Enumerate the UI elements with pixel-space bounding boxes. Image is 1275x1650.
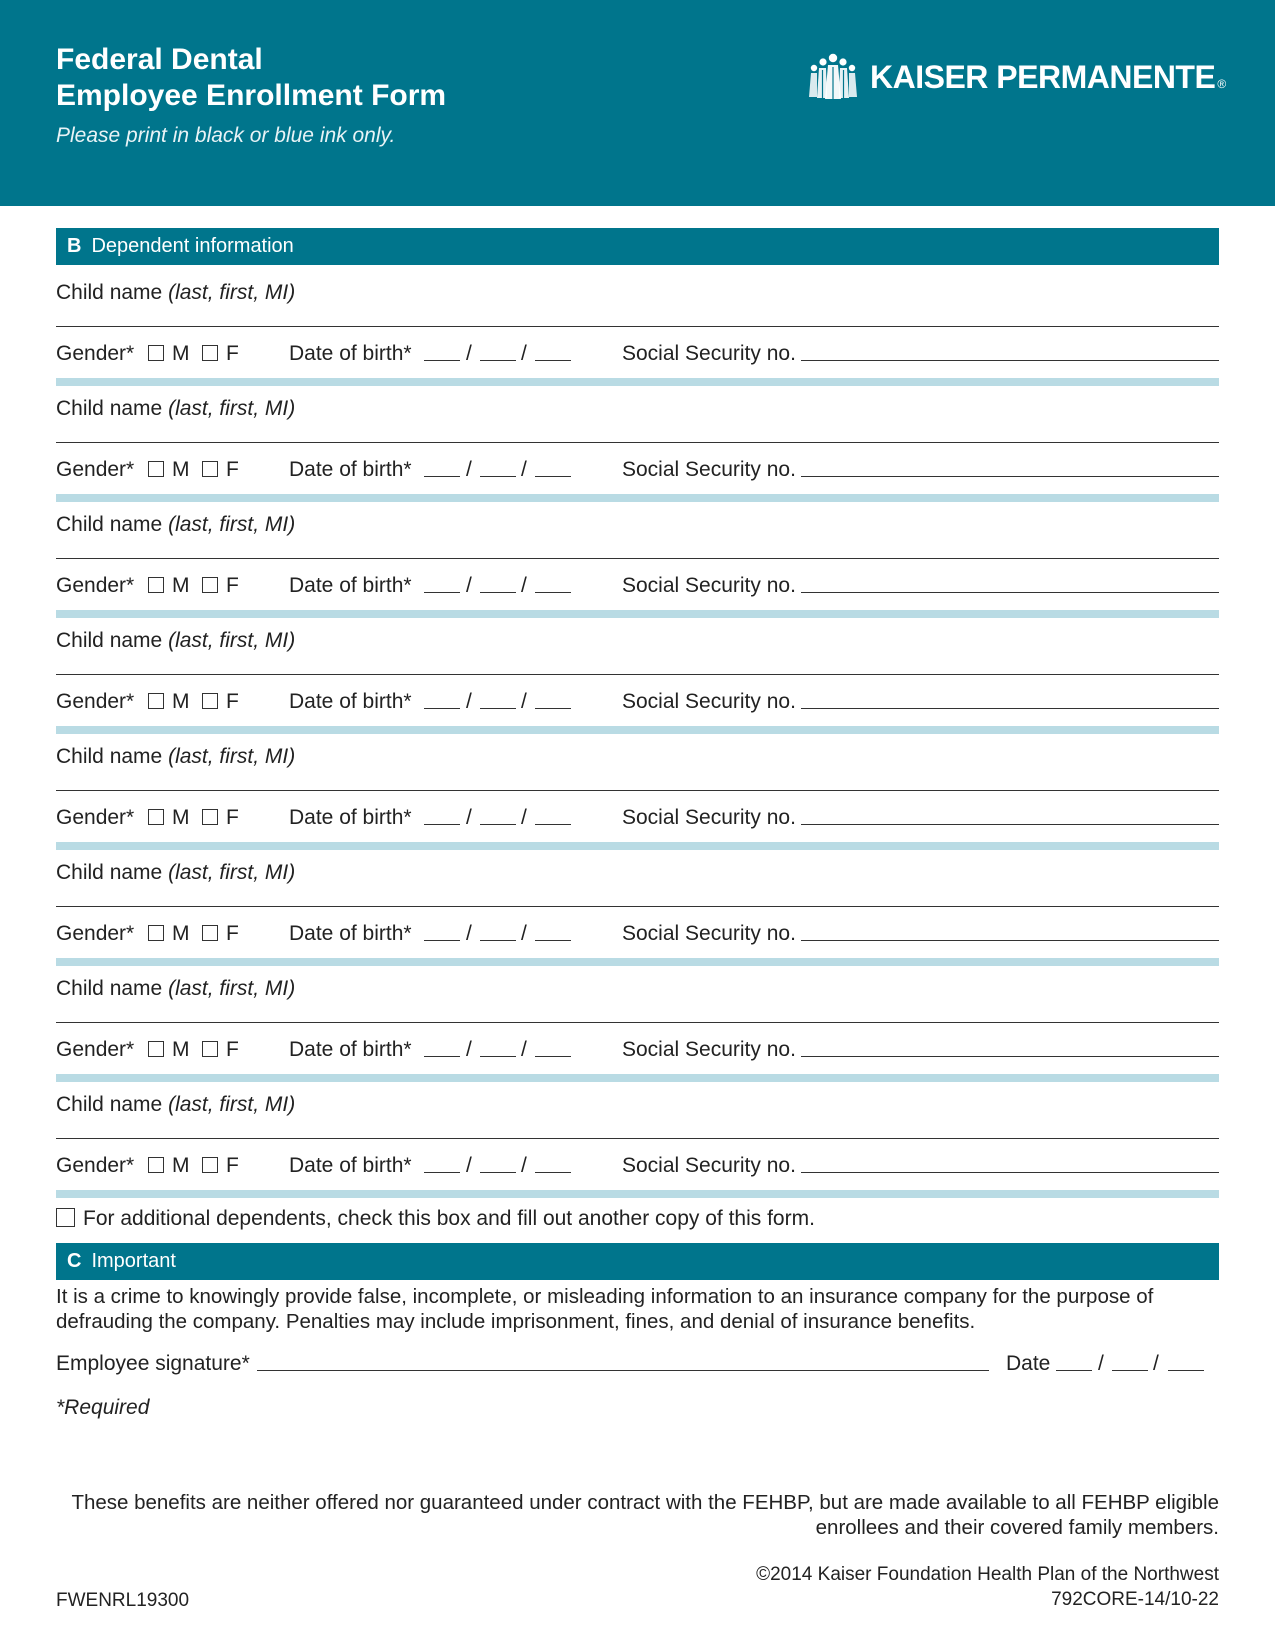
- child-name-label: [56, 629, 295, 653]
- gender-male-label: M: [172, 574, 190, 597]
- dependent-details: [56, 802, 1219, 836]
- child-name-text: Child name: [56, 629, 163, 652]
- section-b-letter: B: [67, 235, 82, 257]
- child-name-hint: (last, first, MI): [168, 861, 296, 884]
- row-separator: [56, 610, 1219, 618]
- child-name-text: Child name: [56, 281, 163, 304]
- gender-male-label: M: [172, 922, 190, 945]
- kaiser-people-icon: [808, 53, 858, 101]
- ssn-label: Social Security no.: [622, 690, 796, 713]
- dob-slash: /: [466, 342, 472, 365]
- form-title: [56, 42, 446, 114]
- dob-slash: /: [521, 1038, 527, 1061]
- dependent-row: [56, 966, 1219, 1082]
- gender-label: Gender*: [56, 458, 135, 481]
- child-name-label: [56, 861, 295, 885]
- dependent-details: [56, 918, 1219, 952]
- gender-female-checkbox[interactable]: [202, 1157, 218, 1173]
- gender-female-label: F: [226, 1038, 239, 1061]
- dob-slash: /: [521, 806, 527, 829]
- dob-year-field[interactable]: [535, 458, 571, 477]
- child-name-text: Child name: [56, 513, 163, 536]
- dob-label: Date of birth*: [289, 922, 412, 945]
- dob-label: Date of birth*: [289, 574, 412, 597]
- child-name-text: Child name: [56, 745, 163, 768]
- dob-day-field[interactable]: [480, 1154, 516, 1173]
- ssn-label: Social Security no.: [622, 1154, 796, 1177]
- dob-year-field[interactable]: [535, 690, 571, 709]
- ssn-field[interactable]: [801, 458, 1219, 477]
- gender-label: Gender*: [56, 1038, 135, 1061]
- gender-female-checkbox[interactable]: [202, 577, 218, 593]
- gender-label: Gender*: [56, 690, 135, 713]
- gender-female-checkbox[interactable]: [202, 345, 218, 361]
- ink-instruction: Please print in black or blue ink only.: [56, 124, 396, 147]
- dob-year-field[interactable]: [535, 1038, 571, 1057]
- dob-slash: /: [466, 458, 472, 481]
- child-name-hint: (last, first, MI): [168, 745, 296, 768]
- gender-label: Gender*: [56, 1154, 135, 1177]
- dependent-row: [56, 734, 1219, 850]
- dob-slash: /: [466, 1038, 472, 1061]
- child-name-field[interactable]: [56, 1022, 1219, 1023]
- dob-label: Date of birth*: [289, 1038, 412, 1061]
- gender-label: Gender*: [56, 806, 135, 829]
- dob-slash: /: [521, 922, 527, 945]
- dependent-row: [56, 1082, 1219, 1198]
- dob-day-field[interactable]: [480, 342, 516, 361]
- row-separator: [56, 958, 1219, 966]
- gender-male-checkbox[interactable]: [148, 1157, 164, 1173]
- gender-female-label: F: [226, 574, 239, 597]
- row-separator: [56, 494, 1219, 502]
- dob-month-field[interactable]: [424, 1038, 460, 1057]
- gender-male-checkbox[interactable]: [148, 345, 164, 361]
- gender-male-label: M: [172, 1154, 190, 1177]
- child-name-hint: (last, first, MI): [168, 629, 296, 652]
- dob-day-field[interactable]: [480, 574, 516, 593]
- dob-slash: /: [466, 574, 472, 597]
- fehbp-disclaimer: [56, 1490, 1219, 1540]
- section-c-header: [56, 1243, 1219, 1280]
- gender-female-checkbox[interactable]: [202, 809, 218, 825]
- gender-female-checkbox[interactable]: [202, 925, 218, 941]
- signature-date-label: Date: [1006, 1352, 1051, 1375]
- dob-slash: /: [466, 922, 472, 945]
- row-separator: [56, 1074, 1219, 1082]
- date-slash: /: [1153, 1352, 1159, 1375]
- dob-slash: /: [521, 574, 527, 597]
- child-name-label: [56, 745, 295, 769]
- dependent-row: [56, 502, 1219, 618]
- child-name-field[interactable]: [56, 906, 1219, 907]
- form-code-left: FWENRL19300: [56, 1590, 190, 1611]
- dob-label: Date of birth*: [289, 1154, 412, 1177]
- gender-label: Gender*: [56, 574, 135, 597]
- additional-dependents: [56, 1207, 815, 1231]
- child-name-label: [56, 281, 295, 305]
- child-name-label: [56, 1093, 295, 1117]
- dependent-row: [56, 618, 1219, 734]
- dob-month-field[interactable]: [424, 342, 460, 361]
- dob-label: Date of birth*: [289, 690, 412, 713]
- additional-dependents-label: For additional dependents, check this box and fill out another copy of this form.: [83, 1207, 815, 1230]
- section-b-header: [56, 228, 1219, 265]
- dob-label: Date of birth*: [289, 342, 412, 365]
- gender-female-checkbox[interactable]: [202, 461, 218, 477]
- dependent-row: [56, 850, 1219, 966]
- signature-row: [56, 1352, 1219, 1382]
- signature-date-month[interactable]: [1056, 1352, 1092, 1371]
- child-name-hint: (last, first, MI): [168, 977, 296, 1000]
- dob-month-field[interactable]: [424, 806, 460, 825]
- dob-slash: /: [466, 690, 472, 713]
- row-separator: [56, 726, 1219, 734]
- gender-male-checkbox[interactable]: [148, 925, 164, 941]
- child-name-text: Child name: [56, 977, 163, 1000]
- form-code-right: 792CORE-14/10-22: [1051, 1589, 1219, 1610]
- dob-year-field[interactable]: [535, 342, 571, 361]
- section-b-title: Dependent information: [91, 235, 294, 257]
- dob-slash: /: [466, 806, 472, 829]
- gender-female-label: F: [226, 1154, 239, 1177]
- gender-female-checkbox[interactable]: [202, 1041, 218, 1057]
- dob-month-field[interactable]: [424, 690, 460, 709]
- ssn-field[interactable]: [801, 922, 1219, 941]
- ssn-field[interactable]: [801, 1038, 1219, 1057]
- dependent-row: [56, 386, 1219, 502]
- dependent-details: [56, 1150, 1219, 1184]
- child-name-field[interactable]: [56, 442, 1219, 443]
- dob-day-field[interactable]: [480, 1038, 516, 1057]
- brand-name: KAISER PERMANENTE: [870, 58, 1216, 95]
- dependent-details: [56, 1034, 1219, 1068]
- signature-field[interactable]: [257, 1352, 989, 1371]
- child-name-field[interactable]: [56, 558, 1219, 559]
- section-c-title: Important: [91, 1250, 176, 1272]
- dependent-details: [56, 454, 1219, 488]
- row-separator: [56, 1190, 1219, 1198]
- ssn-label: Social Security no.: [622, 574, 796, 597]
- gender-male-label: M: [172, 690, 190, 713]
- child-name-hint: (last, first, MI): [168, 281, 296, 304]
- ssn-label: Social Security no.: [622, 342, 796, 365]
- child-name-text: Child name: [56, 397, 163, 420]
- gender-male-label: M: [172, 458, 190, 481]
- dob-slash: /: [521, 458, 527, 481]
- gender-male-checkbox[interactable]: [148, 693, 164, 709]
- child-name-field[interactable]: [56, 326, 1219, 327]
- dob-day-field[interactable]: [480, 922, 516, 941]
- gender-male-label: M: [172, 806, 190, 829]
- ssn-field[interactable]: [801, 690, 1219, 709]
- gender-female-label: F: [226, 342, 239, 365]
- gender-male-checkbox[interactable]: [148, 809, 164, 825]
- gender-female-label: F: [226, 806, 239, 829]
- ssn-label: Social Security no.: [622, 458, 796, 481]
- row-separator: [56, 842, 1219, 850]
- ssn-field[interactable]: [801, 806, 1219, 825]
- dependent-details: [56, 338, 1219, 372]
- form-header: [0, 0, 1275, 206]
- dob-slash: /: [521, 1154, 527, 1177]
- gender-label: Gender*: [56, 922, 135, 945]
- dob-year-field[interactable]: [535, 922, 571, 941]
- child-name-hint: (last, first, MI): [168, 513, 296, 536]
- child-name-field[interactable]: [56, 1138, 1219, 1139]
- gender-male-checkbox[interactable]: [148, 577, 164, 593]
- gender-female-label: F: [226, 458, 239, 481]
- gender-male-checkbox[interactable]: [148, 1041, 164, 1057]
- ssn-field[interactable]: [801, 574, 1219, 593]
- kaiser-logo: [808, 52, 1226, 102]
- child-name-label: [56, 397, 295, 421]
- signature-date-day[interactable]: [1112, 1352, 1148, 1371]
- child-name-hint: (last, first, MI): [168, 1093, 296, 1116]
- dependent-details: [56, 570, 1219, 604]
- child-name-hint: (last, first, MI): [168, 397, 296, 420]
- child-name-label: [56, 977, 295, 1001]
- ssn-label: Social Security no.: [622, 922, 796, 945]
- signature-date-year[interactable]: [1168, 1352, 1204, 1371]
- copyright-text: ©2014 Kaiser Foundation Health Plan of the Northwest: [756, 1564, 1219, 1585]
- dob-day-field[interactable]: [480, 806, 516, 825]
- dob-label: Date of birth*: [289, 458, 412, 481]
- copyright-block: [756, 1562, 1219, 1612]
- dob-day-field[interactable]: [480, 458, 516, 477]
- dependent-details: [56, 686, 1219, 720]
- form-title-line1: Federal Dental: [56, 43, 263, 76]
- dob-label: Date of birth*: [289, 806, 412, 829]
- gender-female-label: F: [226, 690, 239, 713]
- dob-month-field[interactable]: [424, 922, 460, 941]
- child-name-text: Child name: [56, 861, 163, 884]
- dob-month-field[interactable]: [424, 1154, 460, 1173]
- dob-slash: /: [521, 342, 527, 365]
- dob-slash: /: [521, 690, 527, 713]
- disclaimer-line1: These benefits are neither offered nor guaranteed under contract with the FEHBP, but are made available to all FEHBP eligible: [71, 1491, 1219, 1514]
- additional-dependents-checkbox[interactable]: [56, 1208, 75, 1227]
- ssn-field[interactable]: [801, 342, 1219, 361]
- gender-male-label: M: [172, 1038, 190, 1061]
- dob-month-field[interactable]: [424, 574, 460, 593]
- gender-male-checkbox[interactable]: [148, 461, 164, 477]
- date-slash: /: [1098, 1352, 1104, 1375]
- gender-male-label: M: [172, 342, 190, 365]
- ssn-field[interactable]: [801, 1154, 1219, 1173]
- child-name-field[interactable]: [56, 674, 1219, 675]
- child-name-label: [56, 513, 295, 537]
- registered-mark: ®: [1217, 77, 1227, 91]
- dob-year-field[interactable]: [535, 1154, 571, 1173]
- row-separator: [56, 378, 1219, 386]
- child-name-field[interactable]: [56, 790, 1219, 791]
- dob-slash: /: [466, 1154, 472, 1177]
- signature-label: Employee signature*: [56, 1352, 250, 1375]
- child-name-text: Child name: [56, 1093, 163, 1116]
- gender-female-checkbox[interactable]: [202, 693, 218, 709]
- gender-label: Gender*: [56, 342, 135, 365]
- dob-day-field[interactable]: [480, 690, 516, 709]
- ssn-label: Social Security no.: [622, 1038, 796, 1061]
- dependent-row: [56, 270, 1219, 386]
- gender-female-label: F: [226, 922, 239, 945]
- section-c-letter: C: [67, 1250, 82, 1272]
- dob-month-field[interactable]: [424, 458, 460, 477]
- dob-year-field[interactable]: [535, 806, 571, 825]
- dob-year-field[interactable]: [535, 574, 571, 593]
- form-title-line2: Employee Enrollment Form: [56, 79, 447, 112]
- disclaimer-line2: enrollees and their covered family members.: [815, 1516, 1219, 1539]
- ssn-label: Social Security no.: [622, 806, 796, 829]
- fraud-warning: It is a crime to knowingly provide false, incomplete, or misleading information to an insurance company for the purpose of defrauding the company. Penalties may include imprisonment, fines, and denial of insurance benefits.: [56, 1285, 1154, 1333]
- required-note: *Required: [56, 1396, 150, 1419]
